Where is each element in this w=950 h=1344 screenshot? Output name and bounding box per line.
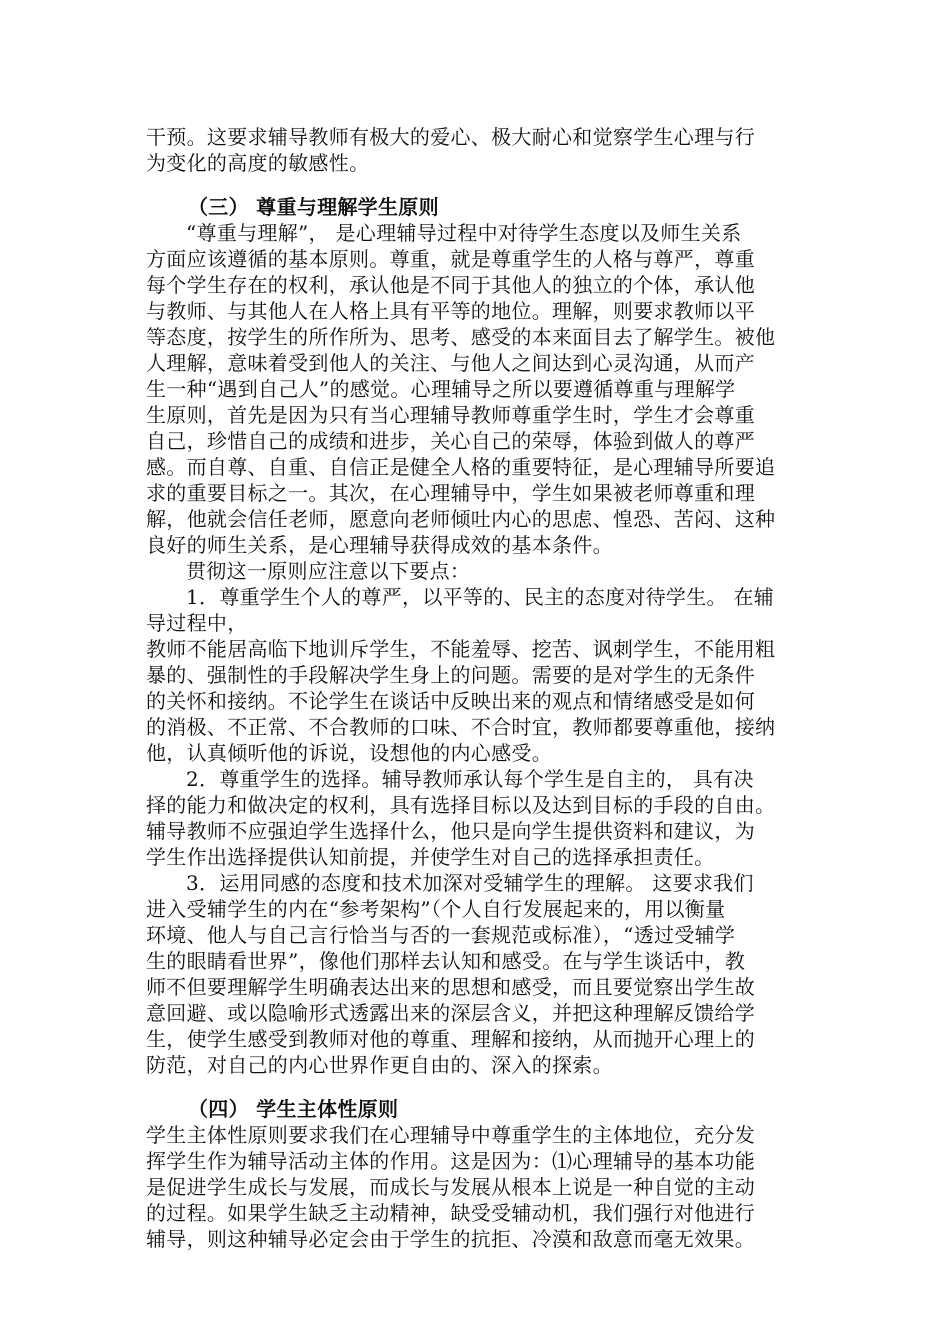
paragraph-student-subjectivity <box>146 1122 810 1252</box>
point-2 <box>146 766 810 870</box>
text-line: 生，使学生感受到教师对他的尊重、理解和接纳，从而抛开心理上的 <box>146 1027 755 1051</box>
text-line: 生的眼睛看世界”，像他们那样去认知和感受。在与学生谈话中，教 <box>146 949 746 973</box>
text-line: 他，认真倾听他的诉说，设想他的内心感受。 <box>146 741 552 765</box>
text-line: 进入受辅学生的内在“参考架构”（个人自行发展起来的，用以衡量 <box>146 897 726 921</box>
text-line: 解，他就会信任老师，愿意向老师倾吐内心的思虑、惶恐、苦闷、这种 <box>146 507 776 531</box>
paragraph-intro <box>146 124 810 176</box>
text-line: 干预。这要求辅导教师有极大的爱心、极大耐心和觉察学生心理与行 <box>146 125 755 149</box>
text-line: 导过程中， <box>146 611 248 635</box>
text-line: 辅导，则这种辅导必定会由于学生的抗拒、冷漠和敌意而毫无效果。 <box>146 1227 755 1251</box>
text-line: “尊重与理解”， 是心理辅导过程中对待学生态度以及师生关系 <box>186 221 742 245</box>
point-3 <box>146 870 810 1078</box>
section-heading-3: （三） 尊重与理解学生原则 <box>188 195 439 219</box>
text-line: 为变化的高度的敏感性。 <box>146 151 370 175</box>
text-line: 方面应该遵循的基本原则。尊重，就是尊重学生的人格与尊严，尊重 <box>146 247 755 271</box>
text-line: 学生作出选择提供认知前提，并使学生对自己的选择承担责任。 <box>146 845 715 869</box>
text-line: 挥学生作为辅导活动主体的作用。这是因为：⑴心理辅导的基本功能 <box>146 1149 755 1173</box>
text-line: 的关怀和接纳。不论学生在谈话中反映出来的观点和情绪感受是如何 <box>146 689 755 713</box>
text-line: 暴的、强制性的手段解决学生身上的问题。需要的是对学生的无条件 <box>146 663 755 687</box>
text-line: 与教师、与其他人在人格上具有平等的地位。理解，则要求教师以平 <box>146 299 755 323</box>
text-line: 自己，珍惜自己的成绩和进步，关心自己的荣辱，体验到做人的尊严 <box>146 429 755 453</box>
text-line: 1．尊重学生个人的尊严，以平等的、民主的态度对待学生。 在辅 <box>186 585 775 609</box>
text-line: 环境、他人与自己言行恰当与否的一套规范或标准），“透过受辅学 <box>146 923 736 947</box>
text-line: 的过程。如果学生缺乏主动精神，缺受受辅动机，我们强行对他进行 <box>146 1201 755 1225</box>
text-line: 师不但要理解学生明确表达出来的思想和感受，而且要觉察出学生故 <box>146 975 755 999</box>
text-line: 的消极、不正常、不合教师的口味、不合时宜，教师都要尊重他，接纳 <box>146 715 776 739</box>
text-line: 防范，对自己的内心世界作更自由的、深入的探索。 <box>146 1053 613 1077</box>
text-line: 教师不能居高临下地训斥学生，不能羞辱、挖苦、讽刺学生，不能用粗 <box>146 637 776 661</box>
text-line: 每个学生存在的权利，承认他是不同于其他人的独立的个体，承认他 <box>146 273 755 297</box>
text-line: 生一种“遇到自己人”的感觉。心理辅导之所以要遵循尊重与理解学 <box>146 377 736 401</box>
section-heading-4: （四） 学生主体性原则 <box>188 1097 399 1121</box>
text-line: 2．尊重学生的选择。辅导教师承认每个学生是自主的， 具有决 <box>186 767 754 791</box>
text-line: 贯彻这一原则应注意以下要点： <box>186 559 471 583</box>
text-line: 择的能力和做决定的权利，具有选择目标以及达到目标的手段的自由。 <box>146 793 776 817</box>
paragraph-key-points-intro <box>146 558 810 584</box>
text-line: 辅导教师不应强迫学生选择什么，他只是向学生提供资料和建议，为 <box>146 819 755 843</box>
document-page <box>146 124 810 1252</box>
text-line: 等态度，按学生的所作所为、思考、感受的本来面目去了解学生。被他 <box>146 325 776 349</box>
text-line: 是促进学生成长与发展，而成长与发展从根本上说是一种自觉的主动 <box>146 1175 755 1199</box>
text-line: 生原则，首先是因为只有当心理辅导教师尊重学生时，学生才会尊重 <box>146 403 755 427</box>
text-line: 感。而自尊、自重、自信正是健全人格的重要特征，是心理辅导所要追 <box>146 455 776 479</box>
text-line: 良好的师生关系，是心理辅导获得成效的基本条件。 <box>146 533 613 557</box>
text-line: 3．运用同感的态度和技术加深对受辅学生的理解。 这要求我们 <box>186 871 754 895</box>
text-line: 学生主体性原则要求我们在心理辅导中尊重学生的主体地位，充分发 <box>146 1123 755 1147</box>
point-1 <box>146 584 810 766</box>
text-line: 意回避、或以隐喻形式透露出来的深层含义，并把这种理解反馈给学 <box>146 1001 755 1025</box>
paragraph-respect-understanding <box>146 220 810 558</box>
text-line: 求的重要目标之一。其次，在心理辅导中，学生如果被老师尊重和理 <box>146 481 755 505</box>
text-line: 人理解，意味着受到他人的关注、与他人之间达到心灵沟通，从而产 <box>146 351 755 375</box>
